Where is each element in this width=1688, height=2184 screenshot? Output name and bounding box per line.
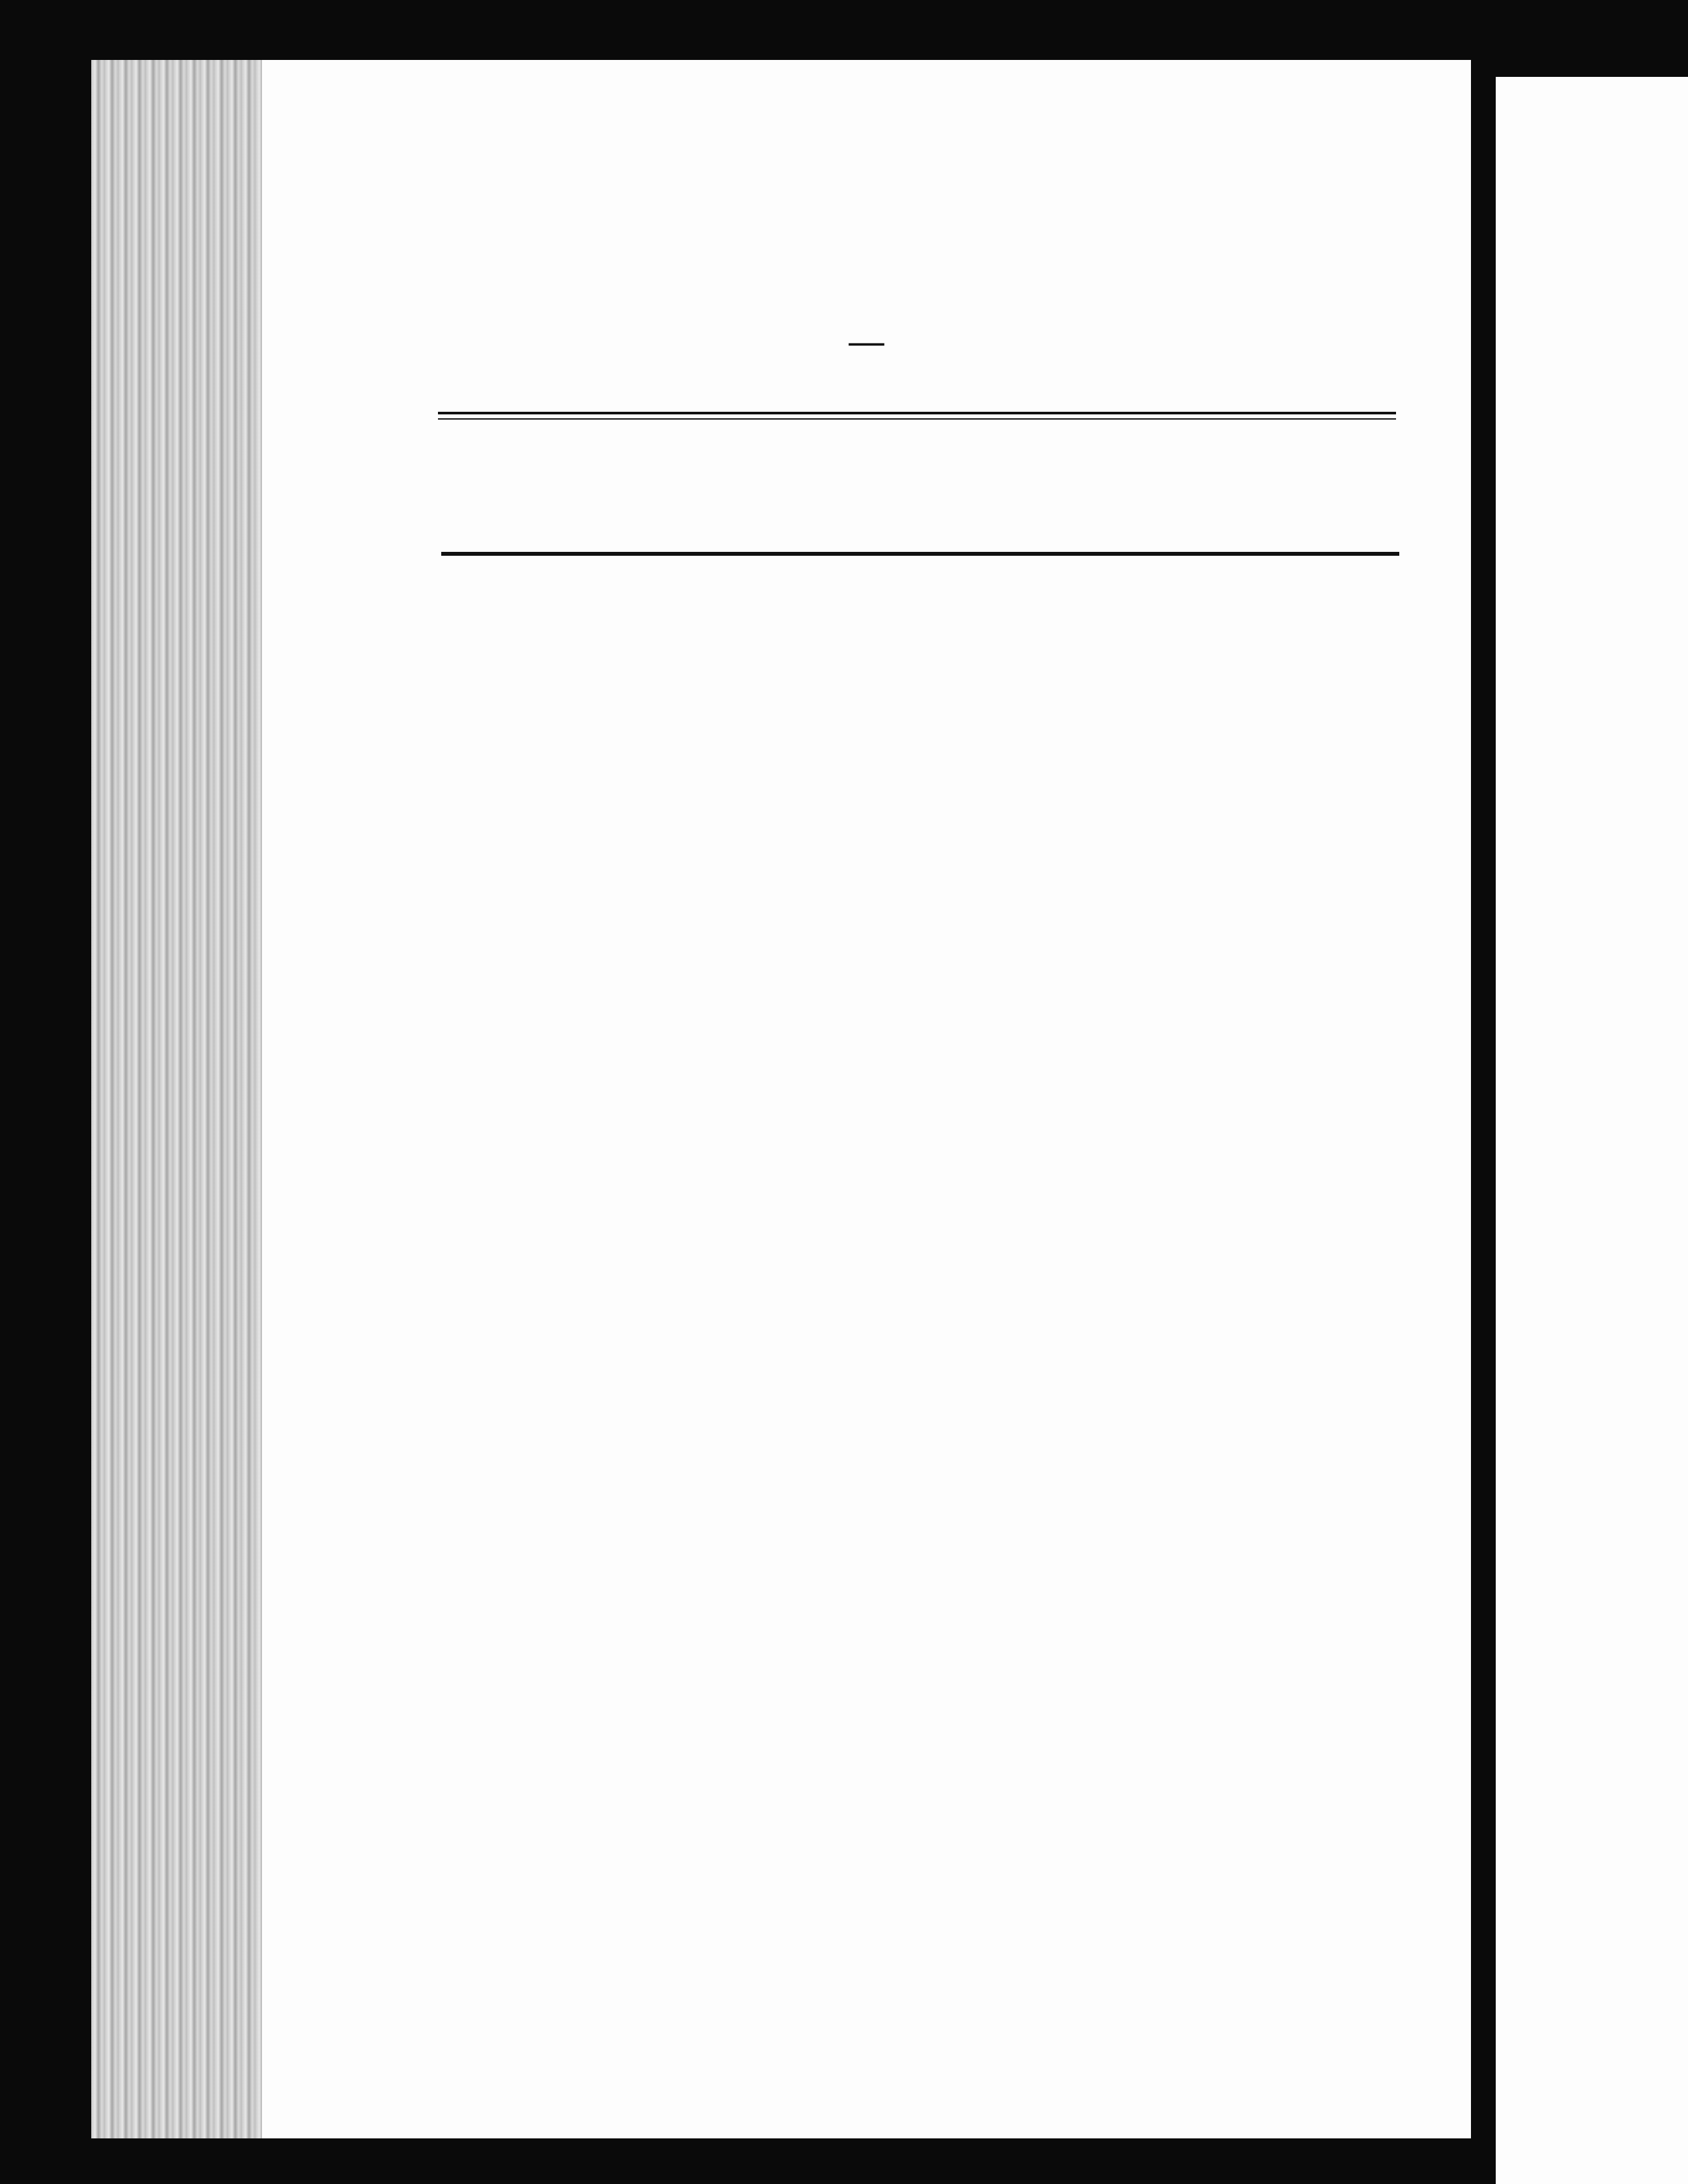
top-rule [438, 412, 1396, 414]
document-page [262, 60, 1471, 2138]
header-rule [441, 552, 1399, 556]
top-rule-thin [438, 418, 1396, 420]
adjacent-page [1496, 77, 1688, 2184]
book-spine-edge [91, 60, 262, 2138]
page-title: — [849, 321, 884, 360]
